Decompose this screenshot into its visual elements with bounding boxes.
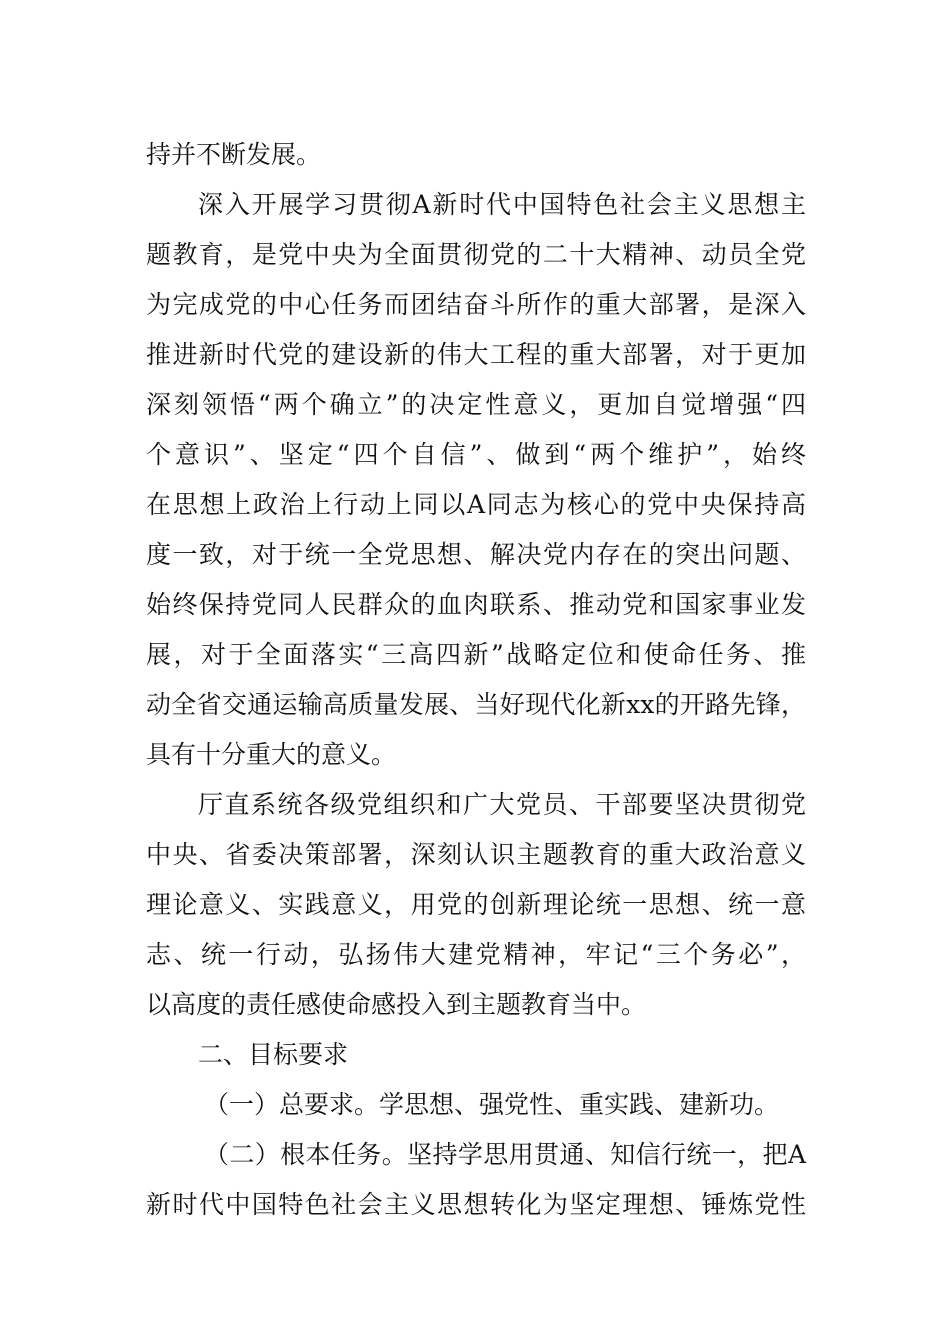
paragraph-line: 题教育，是党中央为全面贯彻党的二十大精神、动员全党 [146,240,806,269]
paragraph-line: 深刻领悟“两个确立”的决定性意义，更加自觉增强“四 [146,390,806,419]
paragraph-line: 推进新时代党的建设新的伟大工程的重大部署，对于更加 [146,340,806,369]
paragraph-line: 持并不断发展。 [146,140,322,169]
subsection-line: （二）根本任务。坚持学思用贯通、知信行统一，把A [204,1140,806,1169]
paragraph-line: 动全省交通运输高质量发展、当好现代化新xx的开路先锋， [146,690,806,719]
paragraph-line: 深入开展学习贯彻A新时代中国特色社会主义思想主 [198,190,806,219]
subsection-line: （一）总要求。学思想、强党性、重实践、建新功。 [204,1090,780,1119]
paragraph-line: 为完成党的中心任务而团结奋斗所作的重大部署，是深入 [146,290,806,319]
paragraph-line: 理论意义、实践意义，用党的创新理论统一思想、统一意 [146,890,806,919]
paragraph-line: 在思想上政治上行动上同以A同志为核心的党中央保持高 [146,490,806,519]
paragraph-line: 展，对于全面落实“三高四新”战略定位和使命任务、推 [146,640,806,669]
section-heading: 二、目标要求 [198,1040,349,1069]
paragraph-line: 新时代中国特色社会主义思想转化为坚定理想、锤炼党性 [146,1190,806,1219]
paragraph-line: 中央、省委决策部署，深刻认识主题教育的重大政治意义 [146,840,806,869]
paragraph-line: 度一致，对于统一全党思想、解决党内存在的突出问题、 [146,540,806,569]
body-text [146,130,806,1230]
paragraph-line: 厅直系统各级党组织和广大党员、干部要坚决贯彻党 [198,790,806,819]
paragraph-line: 以高度的责任感使命感投入到主题教育当中。 [146,990,647,1019]
paragraph-line: 志、统一行动，弘扬伟大建党精神，牢记“三个务必”， [146,940,806,969]
paragraph-line: 个意识”、坚定“四个自信”、做到“两个维护”，始终 [146,440,806,469]
paragraph-line: 始终保持党同人民群众的血肉联系、推动党和国家事业发 [146,590,806,619]
paragraph-line: 具有十分重大的意义。 [146,740,397,769]
